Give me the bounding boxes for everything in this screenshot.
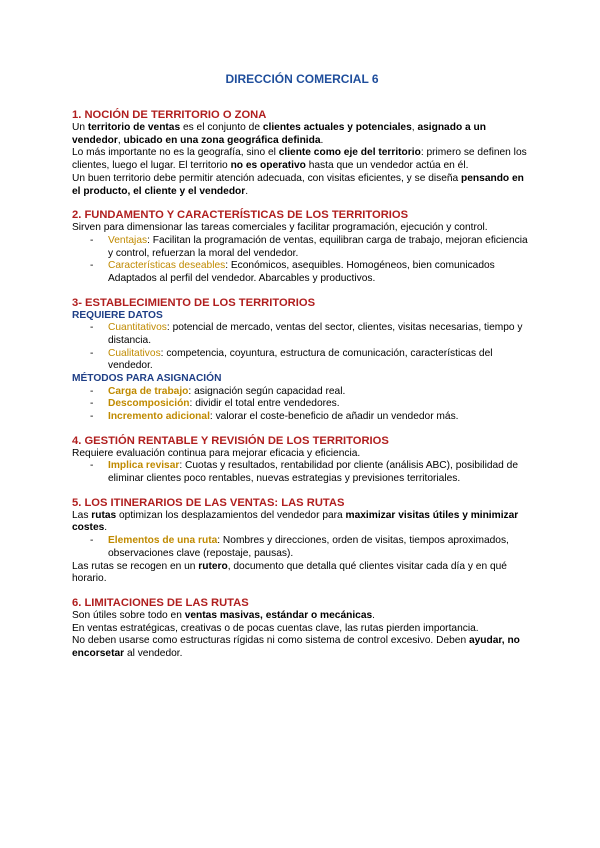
section-heading: 3- ESTABLECIMIENTO DE LOS TERRITORIOS <box>72 296 316 309</box>
text-run: , documento que detalla qué clientes visitar cada día y en qué horario. <box>72 560 507 585</box>
paragraph <box>72 623 532 636</box>
bold-text: maximizar visitas útiles y minimizar costes <box>72 509 519 534</box>
text-run: : Nombres y direcciones, orden de visitas, tiempos aproximados, observaciones clave (repostaje, pausas). <box>108 535 509 559</box>
text-run: : asignación según capacidad real. <box>188 385 346 397</box>
section-4 <box>72 435 532 486</box>
text-run: : potencial de mercado, ventas del sector, clientes, visitas necesarias, tiempo y distancia. <box>108 322 523 346</box>
bullet-list <box>72 386 532 424</box>
bold-text: ventas masivas, estándar o mecánicas <box>184 609 373 621</box>
text-run: : dividir el total entre vendedores. <box>189 398 340 410</box>
paragraph <box>72 448 532 461</box>
text-run: Las <box>72 509 92 521</box>
text-run: : competencia, coyuntura, estructura de comunicación, características del vendedor. <box>108 347 493 372</box>
dash-bullet-icon: - <box>90 347 94 359</box>
paragraph <box>72 561 532 586</box>
text-run: . <box>104 522 108 534</box>
section-5 <box>72 497 532 586</box>
text-run: : valorar el coste-beneficio de añadir un vendedor más. <box>209 410 459 422</box>
paragraph <box>72 610 532 623</box>
subheading: REQUIERE DATOS <box>72 309 163 321</box>
section-1 <box>72 109 532 198</box>
dash-bullet-icon: - <box>90 385 94 397</box>
bold-text: cliente como eje del territorio <box>278 147 421 159</box>
term-label: Incremento adicional <box>108 410 210 422</box>
text-run: , <box>117 134 124 146</box>
term-label: Cuantitativos <box>108 322 167 334</box>
text-run: : Facilitan la programación de ventas, equilibran carga de trabajo, mejoran eficiencia y control, refuerzan la moral del vendedor. <box>108 234 528 259</box>
list-item <box>72 398 532 411</box>
text-run: En ventas estratégicas, creativas o de pocas cuentas clave, las rutas pierden importancia. <box>72 622 479 634</box>
sections-container <box>72 109 532 661</box>
section-6 <box>72 597 532 661</box>
paragraph <box>72 173 532 198</box>
bold-text: territorio de ventas <box>87 122 181 133</box>
bullet-list <box>72 535 532 560</box>
text-run: al vendedor. <box>124 648 183 660</box>
dash-bullet-icon: - <box>90 535 94 547</box>
list-item <box>72 535 532 560</box>
term-label: Carga de trabajo <box>108 385 189 397</box>
document-title: DIRECCIÓN COMERCIAL 6 <box>225 72 379 86</box>
dash-bullet-icon: - <box>90 398 94 410</box>
text-run: hasta que un vendedor actúa en él. <box>305 160 469 172</box>
bullet-list <box>72 235 532 286</box>
text-run: No deben usarse como estructuras rígidas ni como sistema de control excesivo. Deben <box>72 635 469 647</box>
term-label: Ventajas <box>108 234 148 246</box>
list-item <box>72 348 532 373</box>
paragraph <box>72 222 532 235</box>
section-heading: 5. LOS ITINERARIOS DE LAS VENTAS: LAS RUTAS <box>72 496 345 509</box>
section-heading: 1. NOCIÓN DE TERRITORIO O ZONA <box>72 109 267 121</box>
section-heading: 6. LIMITACIONES DE LAS RUTAS <box>72 596 249 609</box>
bold-text: pensando en el producto, el cliente y el vendedor <box>72 172 524 197</box>
text-run: Un buen territorio debe permitir atención adecuada, con visitas eficientes, y se diseña <box>72 172 462 184</box>
paragraph <box>72 147 532 172</box>
bold-text: no es operativo <box>230 160 306 172</box>
text-run: optimizan los desplazamientos del vendedor para <box>116 509 346 521</box>
term-label: Implica revisar <box>108 460 180 472</box>
list-item <box>72 460 532 485</box>
text-run: Lo más importante no es la geografía, sino el <box>72 147 279 159</box>
section-heading: 4. GESTIÓN RENTABLE Y REVISIÓN DE LOS TERRITORIOS <box>72 434 389 447</box>
bullet-list <box>72 322 532 373</box>
dash-bullet-icon: - <box>90 410 94 422</box>
term-label: Cualitativos <box>108 347 161 359</box>
dash-bullet-icon: - <box>90 322 94 334</box>
text-run: Un <box>72 122 88 133</box>
dash-bullet-icon: - <box>90 460 94 472</box>
list-item <box>72 411 532 424</box>
text-run: : primero se definen los clientes, luego el lugar. El territorio <box>72 147 527 172</box>
bold-text: rutero <box>198 560 228 572</box>
document-body <box>72 72 532 661</box>
bold-text: asignado a un vendedor <box>72 122 486 146</box>
text-run: . <box>320 134 324 146</box>
term-label: Características deseables <box>108 260 226 272</box>
text-run: Requiere evaluación continua para mejorar eficacia y eficiencia. <box>72 447 361 459</box>
text-run: , <box>411 122 418 133</box>
section-heading: 2. FUNDAMENTO Y CARACTERÍSTICAS DE LOS TERRITORIOS <box>72 209 409 222</box>
bullet-list <box>72 460 532 485</box>
list-item <box>72 386 532 399</box>
term-label: Descomposición <box>108 398 190 410</box>
list-item <box>72 322 532 347</box>
bold-text: ubicado en una zona geográfica definida <box>123 134 321 146</box>
text-run: : Cuotas y resultados, rentabilidad por cliente (análisis ABC), posibilidad de eliminar clientes poco rentables, nuevas estrategias y previsiones territoriales. <box>108 460 518 485</box>
dash-bullet-icon: - <box>90 234 94 246</box>
text-run: . <box>245 185 249 197</box>
dash-bullet-icon: - <box>90 260 94 272</box>
text-run: . <box>372 609 376 621</box>
list-item <box>72 235 532 260</box>
bold-text: rutas <box>91 509 117 521</box>
bold-text: ayudar, no encorsetar <box>72 635 520 660</box>
bold-text: clientes actuales y potenciales <box>262 122 412 133</box>
subheading: MÉTODOS PARA ASIGNACIÓN <box>72 373 222 385</box>
paragraph <box>72 510 532 535</box>
text-run: Sirven para dimensionar las tareas comerciales y facilitar programación, ejecución y control. <box>72 222 488 234</box>
paragraph <box>72 122 532 147</box>
text-run: Las rutas se recogen en un <box>72 560 199 572</box>
section-3 <box>72 297 532 424</box>
list-item <box>72 260 532 285</box>
text-run: : Económicos, asequibles. Homogéneos, bien comunicados Adaptados al perfil del vendedor. Abarcables y productivos. <box>108 260 495 285</box>
section-2 <box>72 209 532 286</box>
term-label: Elementos de una ruta <box>108 535 218 547</box>
paragraph <box>72 635 532 660</box>
text-run: es el conjunto de <box>180 122 263 133</box>
text-run: Son útiles sobre todo en <box>72 609 185 621</box>
